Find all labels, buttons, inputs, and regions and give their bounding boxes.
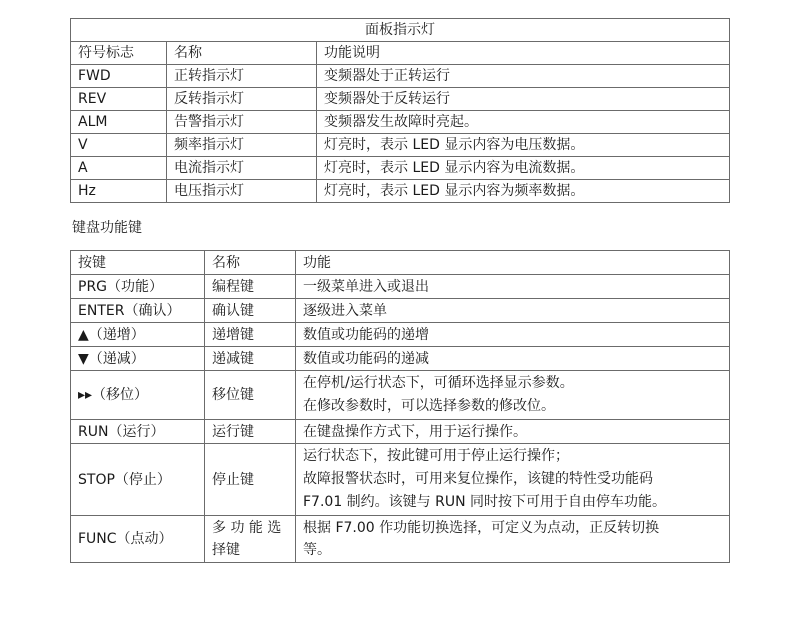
table-row <box>71 111 730 134</box>
table-header-row <box>71 42 730 65</box>
symbol-cell: REV <box>71 88 167 111</box>
function-line: 数值或功能码的递增 <box>303 326 429 343</box>
function-line: F7.01 制约。该键与 RUN 同时按下可用于自由停车功能。 <box>303 494 667 510</box>
symbol-cell: V <box>71 134 167 157</box>
column-header: 功能说明 <box>317 42 730 65</box>
description-cell: 灯亮时，表示 LED 显示内容为电流数据。 <box>317 157 730 180</box>
key-cell: ▸▸（移位） <box>71 371 205 420</box>
function-cell <box>296 323 730 347</box>
table-header-row <box>71 251 730 275</box>
function-cell <box>296 420 730 444</box>
name-cell: 递增键 <box>205 323 296 347</box>
key-cell: RUN（运行） <box>71 420 205 444</box>
function-line: 一级菜单进入或退出 <box>303 278 429 295</box>
function-line: 在修改参数时，可以选择参数的修改位。 <box>303 398 555 414</box>
column-header: 按键 <box>71 251 205 275</box>
function-cell <box>296 444 730 516</box>
function-line: 数值或功能码的递减 <box>303 350 429 367</box>
function-cell <box>296 275 730 299</box>
name-line: 择键 <box>212 542 240 558</box>
key-cell: PRG（功能） <box>71 275 205 299</box>
function-line: 在键盘操作方式下，用于运行操作。 <box>303 423 527 440</box>
description-cell: 变频器处于反转运行 <box>317 88 730 111</box>
function-cell <box>296 347 730 371</box>
table-row <box>71 275 730 299</box>
name-cell: 递减键 <box>205 347 296 371</box>
function-line: 根据 F7.00 作功能切换选择，可定义为点动，正反转切换 <box>303 520 660 536</box>
symbol-cell: FWD <box>71 65 167 88</box>
description-cell: 变频器发生故障时亮起。 <box>317 111 730 134</box>
table-row <box>71 420 730 444</box>
name-cell <box>205 516 296 563</box>
name-cell: 移位键 <box>205 371 296 420</box>
indicator-table <box>70 18 730 203</box>
name-line: 多 功 能 选 <box>212 520 282 536</box>
name-cell: 电流指示灯 <box>167 157 317 180</box>
name-cell: 告警指示灯 <box>167 111 317 134</box>
table-row <box>71 88 730 111</box>
table-row <box>71 157 730 180</box>
key-cell: STOP（停止） <box>71 444 205 516</box>
function-line: 在停机/运行状态下，可循环选择显示参数。 <box>303 375 574 391</box>
table-caption-row <box>71 19 730 42</box>
column-header: 名称 <box>205 251 296 275</box>
description-cell: 变频器处于正转运行 <box>317 65 730 88</box>
table-row <box>71 134 730 157</box>
symbol-cell: ALM <box>71 111 167 134</box>
name-cell: 停止键 <box>205 444 296 516</box>
name-cell: 确认键 <box>205 299 296 323</box>
function-line: 故障报警状态时，可用来复位操作，该键的特性受功能码 <box>303 471 653 487</box>
name-cell: 电压指示灯 <box>167 180 317 203</box>
table-row <box>71 180 730 203</box>
description-cell: 灯亮时，表示 LED 显示内容为电压数据。 <box>317 134 730 157</box>
table-caption: 面板指示灯 <box>71 19 730 42</box>
name-cell: 运行键 <box>205 420 296 444</box>
key-cell: ENTER（确认） <box>71 299 205 323</box>
table-row <box>71 323 730 347</box>
key-cell: FUNC（点动） <box>71 516 205 563</box>
table-row <box>71 347 730 371</box>
function-line: 等。 <box>303 542 331 558</box>
name-cell: 正转指示灯 <box>167 65 317 88</box>
symbol-cell: Hz <box>71 180 167 203</box>
description-cell: 灯亮时，表示 LED 显示内容为频率数据。 <box>317 180 730 203</box>
column-header: 名称 <box>167 42 317 65</box>
table-row <box>71 371 730 420</box>
key-cell: ▲（递增） <box>71 323 205 347</box>
symbol-cell: A <box>71 157 167 180</box>
table-row <box>71 444 730 516</box>
name-cell: 频率指示灯 <box>167 134 317 157</box>
column-header: 功能 <box>296 251 730 275</box>
key-function-table <box>70 250 730 563</box>
name-cell: 编程键 <box>205 275 296 299</box>
table-row <box>71 516 730 563</box>
function-cell <box>296 516 730 563</box>
section-title: 键盘功能键 <box>72 220 142 236</box>
key-cell: ▼（递减） <box>71 347 205 371</box>
table-row <box>71 65 730 88</box>
table-row <box>71 299 730 323</box>
function-line: 逐级进入菜单 <box>303 302 387 319</box>
name-cell: 反转指示灯 <box>167 88 317 111</box>
function-line: 运行状态下，按此键可用于停止运行操作； <box>303 448 569 464</box>
function-cell <box>296 371 730 420</box>
function-cell <box>296 299 730 323</box>
column-header: 符号标志 <box>71 42 167 65</box>
